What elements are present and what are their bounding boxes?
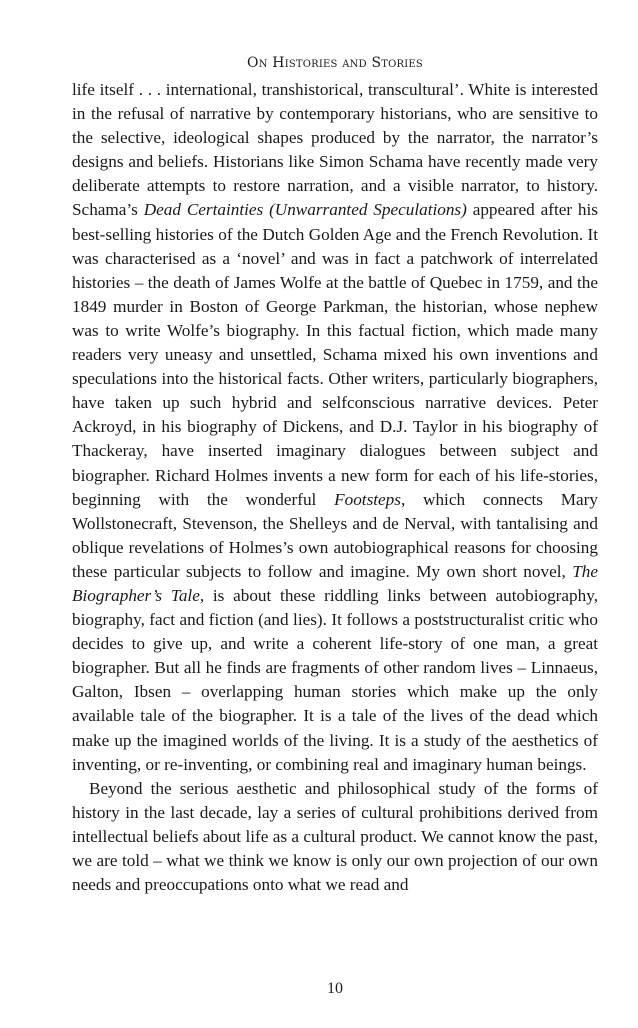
paragraph-1-text-c: , which connects Mary Wollstonecraft, Stevenson, the Shelleys and de Nerval, with tantalising and oblique revelations of Holmes’s own autobiographical reasons for choosing these particular subjects to follow and imagine. My own short novel,: [72, 489, 598, 581]
running-head: On Histories and Stories: [247, 55, 423, 71]
paragraph-1: [72, 78, 598, 777]
paragraph-2: Beyond the serious aesthetic and philosophical study of the forms of history in the last decade, lay a series of cultural prohibitions derived from intellectual beliefs about life as a cultural product. We cannot know the past, we are told – what we think we know is only our own projection of our own needs and preoccupations onto what we read and: [72, 778, 598, 895]
title-dead-certainties: Dead Certainties (Unwarranted Speculations): [143, 200, 467, 220]
book-page: [72, 54, 598, 1014]
paragraph-1-text-b: appeared after his best-selling histories of the Dutch Golden Age and the French Revolution. It was characterised as a ‘novel’ and was in fact a patchwork of interrelated histories – the death of James Wolfe at the battle of Quebec in 1759, and the 1849 murder in Boston of George Parkman, the historian, whose nephew was to write Wolfe’s biography. In this factual fiction, which made many readers very uneasy and unsettled, Schama mixed his own inventions and speculations into the historical facts. Other writers, particularly biographers, have taken up such hybrid and selfconscious narrative devices. Peter Ackroyd, in his biography of Dickens, and D.J. Taylor in his biography of Thackeray, have inserted imaginary dialogues between subject and biographer. Richard Holmes invents a new form for each of his life-stories, beginning with the wonderful: [72, 200, 598, 509]
paragraph-1-text-d: , is about these riddling links between autobiography, biography, fact and fiction (and lies). It follows a poststructuralist critic who decides to give up, and write a coherent life-story of one man, a great biographer. But all he finds are fragments of other random lives – Linnaeus, Galton, Ibsen – overlapping human stories which make up the only available tale of the biographer. It is a tale of the lives of the dead which make up the imagined worlds of the living. It is a study of the aesthetics of inventing, or re-inventing, or combining real and imaginary human beings.: [72, 585, 598, 774]
title-footsteps: Footsteps: [334, 489, 401, 509]
paragraph-1-text-a: life itself . . . international, transhistorical, transcultural’. White is interested in the refusal of narrative by contemporary historians, who are sensitive to the selective, ideological shapes produced by the narrator, the narrator’s designs and beliefs. Historians like Simon Schama have recently made very deliberate attempts to restore narration, and a visible narrator, to history. Schama’s: [72, 80, 598, 220]
page-number: 10: [327, 980, 343, 997]
title-biographers-tale: The Biographer’s Tale: [72, 561, 598, 605]
